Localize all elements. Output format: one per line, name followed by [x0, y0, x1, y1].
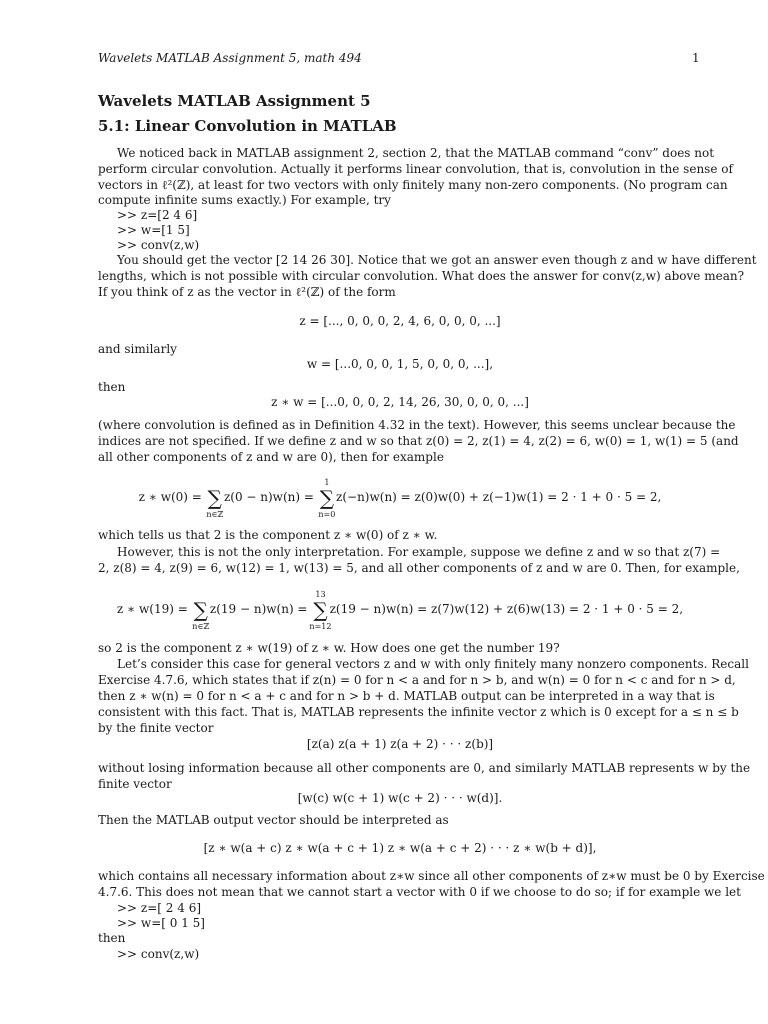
- display-equation: [z ∗ w(a + c) z ∗ w(a + c + 1) z ∗ w(a + c + 2) · · · z ∗ w(b + d)],: [203, 841, 597, 855]
- page-number: 1: [692, 51, 700, 65]
- paragraph-line: If you think of z as the vector in ℓ²(ℤ) of the form: [98, 285, 396, 299]
- code-line: >> w=[ 0 1 5]: [117, 916, 205, 930]
- code-line: >> conv(z,w): [117, 947, 200, 961]
- paragraph-line: Let’s consider this case for general vectors z and w with only finitely many nonzero components. Recall: [117, 657, 749, 671]
- code-line: >> w=[1 5]: [117, 223, 190, 237]
- summation-equation-1: [98, 478, 702, 519]
- sum-upper-limit: 1: [324, 478, 330, 487]
- paragraph-line: by the finite vector: [98, 721, 214, 735]
- paragraph-line: compute infinite sums exactly.) For example, try: [98, 193, 391, 207]
- paragraph-line: 2, z(8) = 4, z(9) = 6, w(12) = 1, w(13) = 5, and all other components of z and w are 0. Then, for example,: [98, 561, 740, 575]
- paragraph-line: vectors in ℓ²(ℤ), at least for two vectors with only finitely many non-zero components. (No program can: [98, 178, 728, 192]
- sum-lower-limit: n∈ℤ: [206, 510, 224, 519]
- display-equation: [w(c) w(c + 1) w(c + 2) · · · w(d)].: [297, 791, 503, 805]
- document-title: Wavelets MATLAB Assignment 5: [98, 92, 371, 110]
- paragraph-line: then: [98, 380, 126, 394]
- sum-lower-limit: n∈ℤ: [192, 622, 210, 631]
- display-equation: z = [..., 0, 0, 0, 2, 4, 6, 0, 0, 0, ...]: [299, 314, 501, 328]
- sum-lower-limit: n=12: [309, 622, 332, 631]
- equation-term: z(0 − n)w(n) =: [223, 490, 318, 504]
- sum-symbol: ∑ n∈ℤ: [206, 486, 224, 519]
- paragraph-line: finite vector: [98, 777, 172, 791]
- display-equation: [z(a) z(a + 1) z(a + 2) · · · z(b)]: [306, 737, 494, 751]
- equation-lhs: z ∗ w(0) =: [138, 490, 206, 504]
- paragraph-line: indices are not specified. If we define z and w so that z(0) = 2, z(1) = 4, z(2) = 6, w(0) = 1, w(1) = 5 (and: [98, 434, 739, 448]
- summation-equation-2: [98, 590, 702, 631]
- equation-term: z(19 − n)w(n) = z(7)w(12) + z(6)w(13) = 2 · 1 + 0 · 5 = 2,: [329, 602, 684, 616]
- paragraph-line: lengths, which is not possible with circular convolution. What does the answer for conv(z,w) above mean?: [98, 269, 745, 283]
- code-line: >> z=[2 4 6]: [117, 208, 198, 222]
- paragraph-line: then z ∗ w(n) = 0 for n < a + c and for n > b + d. MATLAB output can be interpreted in a way that is: [98, 689, 715, 703]
- code-line: >> z=[ 2 4 6]: [117, 901, 202, 915]
- paragraph-line: perform circular convolution. Actually it performs linear convolution, that is, convolution in the sense of: [98, 162, 733, 176]
- sum-symbol: ∑ 13 n=12: [309, 590, 332, 631]
- paragraph-line: which contains all necessary information about z∗w since all other components of z∗w must be 0 by Exercise: [98, 869, 765, 883]
- paragraph-line: 4.7.6. This does not mean that we cannot start a vector with 0 if we choose to do so; if for example we let: [98, 885, 741, 899]
- sum-symbol: ∑ 1 n=0: [318, 478, 336, 519]
- code-line: >> conv(z,w): [117, 238, 200, 252]
- paragraph-line: We noticed back in MATLAB assignment 2, section 2, that the MATLAB command “conv” does not: [117, 146, 715, 160]
- running-header: Wavelets MATLAB Assignment 5, math 494: [98, 51, 362, 65]
- display-equation: w = [...0, 0, 0, 1, 5, 0, 0, 0, ...],: [306, 357, 494, 371]
- paragraph-line: consistent with this fact. That is, MATLAB represents the infinite vector z which is 0 except for a ≤ n ≤ b: [98, 705, 739, 719]
- paragraph-line: Exercise 4.7.6, which states that if z(n) = 0 for n < a and for n > b, and w(n) = 0 for n < c and for n > d,: [98, 673, 736, 687]
- equation-term: z(19 − n)w(n) =: [209, 602, 312, 616]
- paragraph-line: However, this is not the only interpretation. For example, suppose we define z and w so that z(7) =: [117, 545, 721, 559]
- paragraph-line: Then the MATLAB output vector should be interpreted as: [98, 813, 449, 827]
- sum-upper-limit: 13: [315, 590, 326, 599]
- paragraph-line: which tells us that 2 is the component z ∗ w(0) of z ∗ w.: [98, 528, 438, 542]
- paragraph-line: so 2 is the component z ∗ w(19) of z ∗ w. How does one get the number 19?: [98, 641, 560, 655]
- section-heading: 5.1: Linear Convolution in MATLAB: [98, 117, 397, 135]
- paragraph-line: without losing information because all other components are 0, and similarly MATLAB represents w by the: [98, 761, 751, 775]
- equation-lhs: z ∗ w(19) =: [116, 602, 192, 616]
- paragraph-line: and similarly: [98, 342, 177, 356]
- sum-symbol: ∑ n∈ℤ: [192, 598, 210, 631]
- paragraph-line: then: [98, 931, 126, 945]
- paragraph-line: (where convolution is defined as in Definition 4.32 in the text). However, this seems unclear because the: [98, 418, 736, 432]
- paragraph-line: all other components of z and w are 0), then for example: [98, 450, 444, 464]
- paragraph-line: You should get the vector [2 14 26 30]. Notice that we got an answer even though z and w have different: [117, 253, 757, 267]
- display-equation: z ∗ w = [...0, 0, 0, 2, 14, 26, 30, 0, 0, 0, ...]: [271, 395, 529, 409]
- sum-lower-limit: n=0: [318, 510, 336, 519]
- equation-term: z(−n)w(n) = z(0)w(0) + z(−1)w(1) = 2 · 1 + 0 · 5 = 2,: [336, 490, 662, 504]
